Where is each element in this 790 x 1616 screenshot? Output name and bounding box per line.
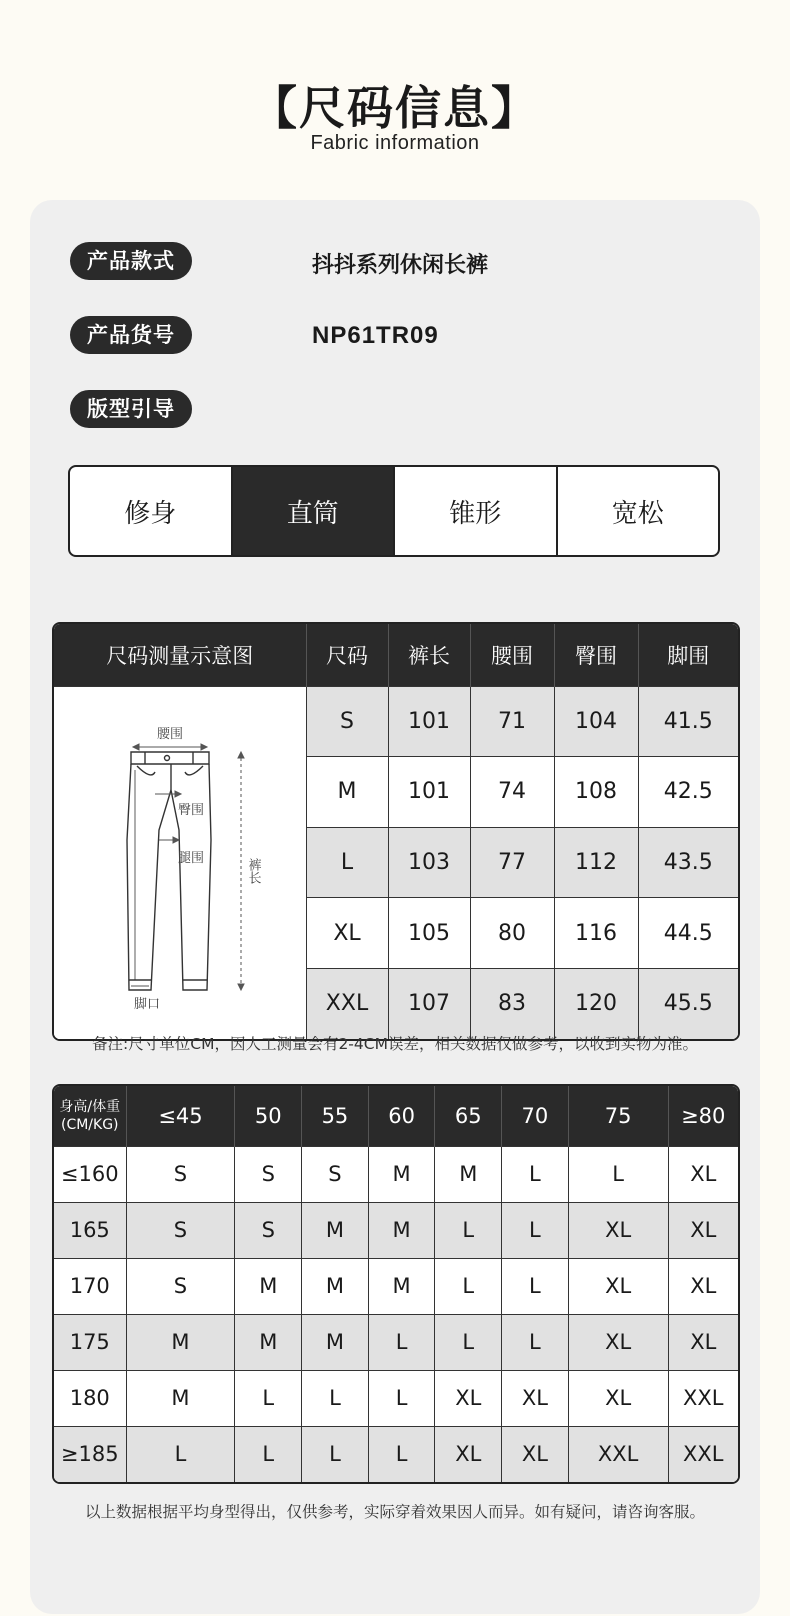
fit-option-loose[interactable]: 宽松 (611, 498, 664, 529)
cell: XL (502, 1370, 569, 1426)
weight-header: 55 (302, 1086, 369, 1146)
pants-illustration (55, 690, 305, 1030)
diagram-hem-label: 脚口 (133, 996, 160, 1012)
cell: M (302, 1202, 369, 1258)
cell: L (235, 1426, 302, 1482)
cell: M (126, 1370, 235, 1426)
cell: L (435, 1258, 502, 1314)
cell: 83 (470, 968, 554, 1039)
fit-note: 以上数据根据平均身型得出，仅供参考，实际穿着效果因人而异。如有疑问，请咨询客服。 (84, 1503, 705, 1521)
diagram-length-label: 裤长 (245, 857, 261, 884)
cell: XL (502, 1426, 569, 1482)
fit-selector (68, 465, 720, 557)
cell: XL (668, 1202, 738, 1258)
height-cell: 175 (54, 1314, 126, 1370)
cell: 80 (470, 898, 554, 969)
cell: 42.5 (638, 757, 738, 828)
cell: XL (435, 1426, 502, 1482)
cell: XL (568, 1202, 668, 1258)
cell: L (435, 1314, 502, 1370)
cell: 77 (470, 827, 554, 898)
weight-header: 50 (235, 1086, 302, 1146)
table-row (54, 1202, 738, 1258)
measurement-table (52, 622, 740, 1041)
cell: 103 (388, 827, 470, 898)
cell: 120 (554, 968, 638, 1039)
cell: L (302, 1370, 369, 1426)
measurement-note: 备注:尺寸单位CM，因人工测量会有2-4CM误差，相关数据仅做参考，以收到实物为准。 (92, 1035, 698, 1053)
cell: L (502, 1202, 569, 1258)
cell: XXL (306, 968, 388, 1039)
cell: XL (306, 898, 388, 969)
measurement-header-row (54, 624, 738, 686)
cell: XL (435, 1370, 502, 1426)
height-cell: 165 (54, 1202, 126, 1258)
page-title: 【尺码信息】 (251, 81, 539, 135)
header-length: 裤长 (388, 624, 470, 686)
sku-value: NP61TR09 (312, 322, 439, 349)
header-hip: 臀围 (554, 624, 638, 686)
table-row (54, 686, 738, 757)
style-label: 产品款式 (70, 242, 192, 280)
weight-header: 60 (368, 1086, 435, 1146)
cell: 105 (388, 898, 470, 969)
diagram-hip-label: 臀围 (177, 802, 204, 818)
cell: L (502, 1258, 569, 1314)
cell: 104 (554, 686, 638, 757)
cell: M (235, 1258, 302, 1314)
cell: S (302, 1146, 369, 1202)
cell: M (235, 1314, 302, 1370)
cell: XL (568, 1258, 668, 1314)
cell: L (126, 1426, 235, 1482)
cell: XL (668, 1258, 738, 1314)
cell: L (235, 1370, 302, 1426)
cell: 112 (554, 827, 638, 898)
cell: S (126, 1146, 235, 1202)
cell: 45.5 (638, 968, 738, 1039)
cell: XL (668, 1314, 738, 1370)
height-cell: ≤160 (54, 1146, 126, 1202)
cell: S (235, 1202, 302, 1258)
header-hem: 脚围 (638, 624, 738, 686)
size-info-panel (30, 200, 760, 1614)
cell: 116 (554, 898, 638, 969)
cell: 107 (388, 968, 470, 1039)
table-row (54, 1258, 738, 1314)
cell: 74 (470, 757, 554, 828)
fit-guide-label: 版型引导 (70, 390, 192, 428)
cell: 71 (470, 686, 554, 757)
cell: L (368, 1314, 435, 1370)
cell: M (306, 757, 388, 828)
cell: L (302, 1426, 369, 1482)
cell: 101 (388, 686, 470, 757)
pants-diagram (54, 686, 306, 1039)
height-cell: ≥185 (54, 1426, 126, 1482)
diagram-thigh-label: 腿围 (177, 850, 204, 866)
height-cell: 180 (54, 1370, 126, 1426)
cell: M (368, 1258, 435, 1314)
cell: L (368, 1426, 435, 1482)
cell: S (306, 686, 388, 757)
height-cell: 170 (54, 1258, 126, 1314)
cell: L (435, 1202, 502, 1258)
cell: 43.5 (638, 827, 738, 898)
cell: M (302, 1258, 369, 1314)
cell: S (126, 1202, 235, 1258)
cell: S (126, 1258, 235, 1314)
cell: M (368, 1202, 435, 1258)
sku-label: 产品货号 (70, 316, 192, 354)
header-corner (54, 1086, 126, 1146)
cell: M (302, 1314, 369, 1370)
weight-header: 75 (568, 1086, 668, 1146)
cell: L (502, 1146, 569, 1202)
fit-option-straight[interactable]: 直筒 (233, 467, 396, 555)
header-size: 尺码 (306, 624, 388, 686)
cell: L (306, 827, 388, 898)
cell: XL (568, 1314, 668, 1370)
fit-option-slim[interactable]: 修身 (70, 467, 233, 555)
cell: M (435, 1146, 502, 1202)
table-row (54, 1146, 738, 1202)
cell: XL (568, 1370, 668, 1426)
diagram-waist-label: 腰围 (156, 726, 183, 742)
cell: XXL (668, 1426, 738, 1482)
weight-header: ≤45 (126, 1086, 235, 1146)
cell: XXL (668, 1370, 738, 1426)
table-row (54, 1370, 738, 1426)
fit-option-tapered[interactable]: 锥形 (395, 467, 558, 555)
weight-header-row (54, 1086, 738, 1146)
table-row (54, 1314, 738, 1370)
cell: 44.5 (638, 898, 738, 969)
weight-header: ≥80 (668, 1086, 738, 1146)
style-value: 抖抖系列休闲长裤 (312, 253, 489, 278)
cell: L (568, 1146, 668, 1202)
weight-header: 70 (502, 1086, 569, 1146)
page-subtitle: Fabric information (310, 132, 480, 154)
cell: XL (668, 1146, 738, 1202)
cell: M (126, 1314, 235, 1370)
cell: S (235, 1146, 302, 1202)
cell: 108 (554, 757, 638, 828)
cell: L (368, 1370, 435, 1426)
size-recommendation-table (52, 1084, 740, 1484)
table-row (54, 1426, 738, 1482)
corner-line-2: (CM/KG) (60, 1116, 119, 1133)
cell: 41.5 (638, 686, 738, 757)
header-diagram: 尺码测量示意图 (54, 624, 306, 686)
cell: L (502, 1314, 569, 1370)
cell: XXL (568, 1426, 668, 1482)
cell: 101 (388, 757, 470, 828)
cell: M (368, 1146, 435, 1202)
weight-header: 65 (435, 1086, 502, 1146)
header-waist: 腰围 (470, 624, 554, 686)
corner-line-1: 身高/体重 (59, 1098, 121, 1115)
